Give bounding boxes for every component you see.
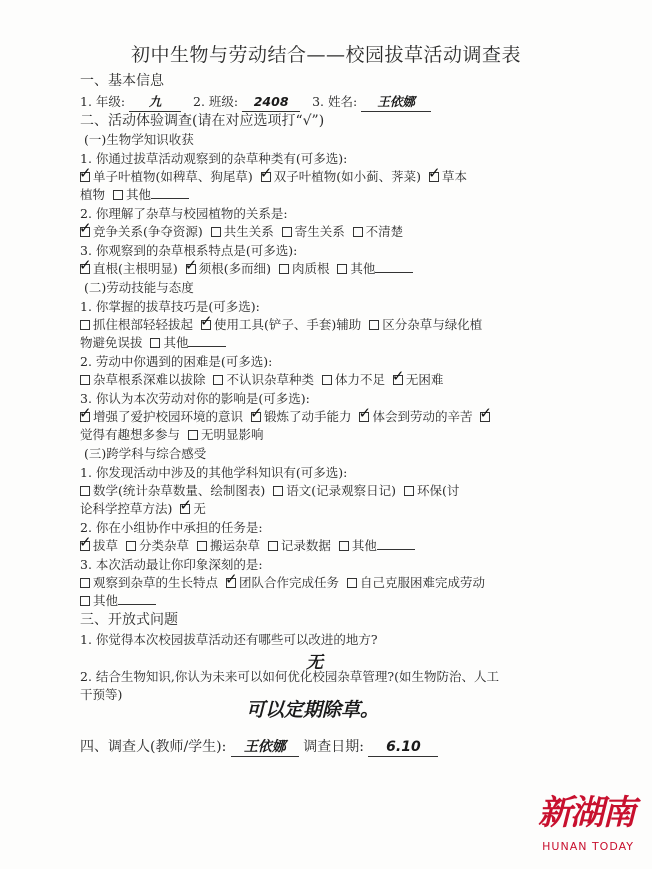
checkbox[interactable] [282,227,292,237]
blank-line [377,538,415,550]
grade-value: 九 [148,94,162,109]
checkbox[interactable] [188,430,198,440]
option-label: 不清楚 [365,224,404,239]
option-label: 锻炼了动手能力 [263,409,352,424]
question-other-subjects: 1. 你发现活动中涉及的其他学科知识有(可多选): [80,465,348,480]
checkbox[interactable] [353,227,363,237]
check-icon: ✓ [79,256,92,274]
option-label: 肉质根 [291,261,330,276]
checkbox[interactable] [80,578,90,588]
hunan-today-logo [508,785,638,855]
checkbox[interactable] [150,338,160,348]
option-label: 直根(主根明显) [93,261,178,276]
option-label: 物避免误拔 [80,335,143,350]
option-label: 无明显影响 [200,427,264,442]
check-icon: ✓ [179,496,192,514]
answer-improvements: 无 [306,653,323,673]
checkbox[interactable] [80,486,90,496]
checkbox[interactable] [197,541,207,551]
option-label: 拔草 [93,538,119,553]
option-label: 抓住根部轻轻拔起 [93,317,194,332]
checkbox[interactable] [79,404,92,422]
option-label: 观察到杂草的生长特点 [93,575,219,590]
option-label: 其他 [163,335,189,350]
answer-weed-management: 可以定期除草。 [246,699,380,721]
date-field [368,738,438,757]
option-label: 记录数据 [280,538,331,553]
option-label: 觉得有趣想多参与 [80,427,181,442]
option-label: 使用工具(铲子、手套)辅助 [213,317,362,332]
logo-chinese-text: 新湖南 [538,793,634,833]
option-label: 单子叶植物(如稗草、狗尾草) [93,169,253,184]
options-row [80,312,483,334]
option-label: 其他 [350,261,376,276]
blank-line [188,335,226,347]
check-icon: ✓ [199,312,213,330]
checkbox[interactable] [358,404,372,422]
checkbox[interactable] [79,533,92,551]
checkbox[interactable] [79,256,92,274]
grade-field [129,93,181,112]
class-field [242,93,300,112]
name-field [361,93,431,112]
check-icon: ✓ [79,164,92,182]
checkbox[interactable] [80,375,90,385]
part-biology-heading: (一)生物学知识收获 [84,132,194,147]
options-row [80,426,263,444]
surveyor-field [231,738,299,757]
options-row [80,367,444,389]
question-difficulties: 2. 劳动中你遇到的困难是(可多选): [80,354,273,369]
checkbox[interactable] [259,164,273,182]
options-row [79,164,467,186]
options-row [80,482,459,500]
name-label: 3. 姓名: [312,94,358,109]
surveyor-row [80,738,438,757]
check-icon: ✓ [79,219,92,237]
checkbox[interactable] [80,320,90,330]
option-label: 杂草根系深难以拔除 [93,372,206,387]
options-row [80,334,226,352]
checkbox[interactable] [184,256,198,274]
check-icon: ✓ [249,404,263,422]
question-improvements: 1. 你觉得本次校园拔草活动还有哪些可以改进的地方? [80,632,378,647]
checkbox[interactable] [211,227,221,237]
question-influence: 3. 你认为本次劳动对你的影响是(可多选): [80,391,310,406]
option-label: 团队合作完成任务 [238,575,339,590]
date-label: 调查日期: [303,739,364,755]
question-group-task: 2. 你在小组协作中承担的任务是: [80,520,263,535]
check-icon: ✓ [427,164,441,182]
option-label: 语文(记录观察日记) [286,483,396,498]
question-weed-management: 2. 结合生物知识,你认为未来可以如何优化校园杂草管理?(如生物防治、人工 [80,669,499,684]
checkbox[interactable] [126,541,136,551]
option-label: 体会到劳动的辛苦 [372,409,473,424]
option-label: 搬运杂草 [209,538,260,553]
option-label: 竞争关系(争夺资源) [93,224,203,239]
check-icon: ✓ [79,533,92,551]
checkbox[interactable] [79,164,92,182]
date-value: 6.10 [386,739,421,755]
class-label: 2. 班级: [193,94,239,109]
option-label: 植物 [80,187,106,202]
checkbox[interactable] [249,404,263,422]
checkbox[interactable] [213,375,223,385]
question-weed-management-cont: 干预等) [80,687,123,702]
checkbox[interactable] [369,320,379,330]
checkbox[interactable] [268,541,278,551]
checkbox[interactable] [391,367,405,385]
option-label: 双子叶植物(如小蓟、荠菜) [273,169,421,184]
option-label: 不认识杂草种类 [226,372,314,387]
check-icon: ✓ [358,404,372,422]
checkbox[interactable] [427,164,441,182]
option-label: 其他 [351,538,377,553]
option-label: 寄生关系 [294,224,345,239]
question-impression: 3. 本次活动最让你印象深刻的是: [80,557,263,572]
option-label: 自己克服困难完成劳动 [359,575,485,590]
option-label: 无困难 [405,372,444,387]
option-label: 论科学控草方法) [80,501,173,516]
option-label: 须根(多而细) [198,261,271,276]
check-icon: ✓ [391,367,405,385]
option-label: 分类杂草 [138,538,189,553]
checkbox[interactable] [337,264,347,274]
blank-line [118,593,156,605]
question-weed-relation: 2. 你理解了杂草与校园植物的关系是: [80,206,288,221]
option-label: 增强了爱护校园环境的意识 [93,409,244,424]
class-value: 2408 [253,94,289,109]
options-row [80,570,485,592]
option-label: 其他 [125,187,151,202]
logo-english-text: HUNAN TODAY [542,840,634,853]
check-icon: ✓ [79,404,92,422]
page-title: 初中生物与劳动结合——校园拔草活动调查表 [130,44,521,66]
checkbox[interactable] [479,404,492,422]
checkbox[interactable] [113,190,123,200]
option-label: 体力不足 [334,372,385,387]
option-label: 环保(讨 [416,483,460,498]
checkbox[interactable] [404,486,414,496]
section-open-questions-heading: 三、开放式问题 [80,612,178,628]
option-label: 草本 [441,169,467,184]
option-label: 无 [193,501,206,516]
options-row [79,404,493,426]
check-icon: ✓ [259,164,273,182]
basic-info-row [80,93,431,112]
section-basic-info-heading: 一、基本信息 [80,73,164,89]
name-value: 王依娜 [377,94,415,109]
question-weeding-skills: 1. 你掌握的拔草技巧是(可多选): [80,299,260,314]
section-survey-heading: 二、活动体验调查(请在对应选项打“√”) [80,113,325,129]
check-icon: ✓ [224,570,238,588]
checkbox[interactable] [179,496,192,514]
options-row [79,256,413,278]
options-row [80,592,156,610]
option-label: 区分杂草与绿化植 [382,317,483,332]
question-root-features: 3. 你观察到的杂草根系特点是(可多选): [80,243,298,258]
blank-line [375,261,413,273]
question-weed-types: 1. 你通过拔草活动观察到的杂草种类有(可多选): [80,151,348,166]
checkbox[interactable] [80,596,90,606]
option-label: 共生关系 [223,224,274,239]
part-interdisciplinary-heading: (三)跨学科与综合感受 [84,446,207,461]
checkbox[interactable] [322,375,332,385]
options-row [79,219,404,241]
surveyor-label: 四、调查人(教师/学生): [80,739,227,755]
blank-line [151,187,189,199]
options-row [79,533,415,555]
checkbox[interactable] [339,541,349,551]
checkbox[interactable] [199,312,213,330]
options-row [80,496,206,518]
options-row [80,186,189,204]
option-label: 数学(统计杂草数量、绘制图表) [93,483,266,498]
checkbox[interactable] [347,578,357,588]
checkbox[interactable] [224,570,238,588]
checkbox[interactable] [79,219,92,237]
check-icon: ✓ [479,404,492,422]
surveyor-name: 王依娜 [243,739,286,755]
part-labor-heading: (二)劳动技能与态度 [84,280,194,295]
grade-label: 1. 年级: [80,94,126,109]
checkbox[interactable] [279,264,289,274]
check-icon: ✓ [184,256,198,274]
option-label: 其他 [93,593,119,608]
checkbox[interactable] [273,486,283,496]
